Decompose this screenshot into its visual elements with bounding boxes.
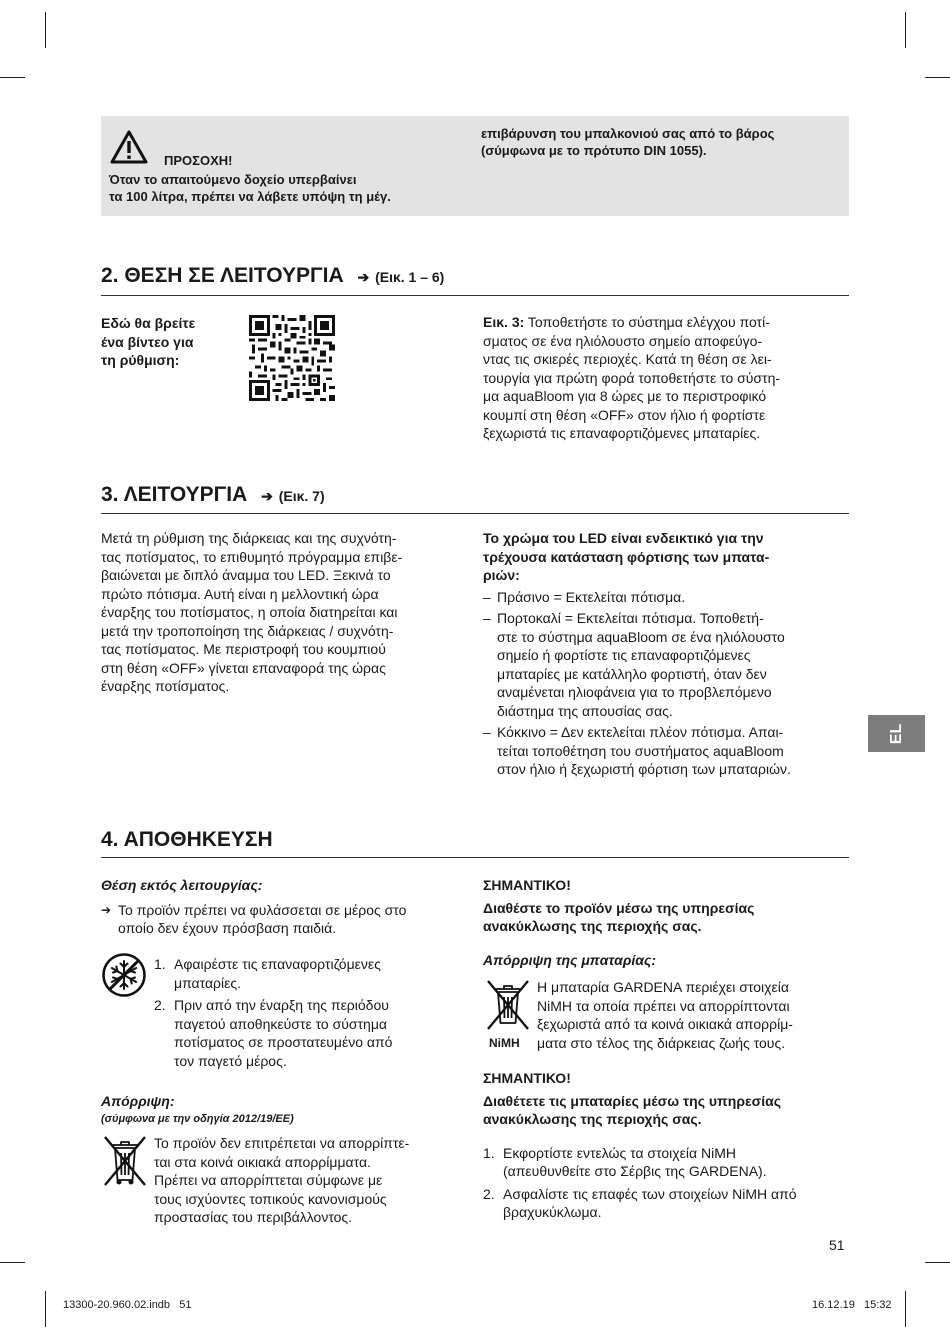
text-line: ματα στο τέλος της διάρκειας ζωής τους. <box>537 1034 786 1051</box>
note-line: Διαθέτετε τις μπαταρίες μέσω της υπηρεσίας <box>483 1092 781 1109</box>
page-number: 51 <box>829 1237 845 1253</box>
battery-crossed-bin-icon <box>485 979 531 1031</box>
storage-arrow-item <box>101 901 406 938</box>
text-line: Το προϊόν δεν επιτρέπεται να απορρίπτε- <box>154 1135 410 1151</box>
fig-line: μα aquaBloom για 8 ώρες με το περιστροφικό <box>483 388 767 404</box>
battery-recycle-block <box>483 1069 797 1222</box>
fig-line: τουργία για πρώτη φορά τοποθετήστε το σύστη- <box>483 369 781 386</box>
text-line: τους ισχύοντες τοπικούς κανονισμούς <box>154 1190 387 1207</box>
text-line: Μετά τη ρύθμιση της διάρκειας και της συχνότη- <box>101 530 397 546</box>
section-3-heading <box>101 483 325 508</box>
item-line: σημείο ή φορτίστε τις επαναφορτιζόμενες <box>497 647 751 663</box>
step-number: 2. <box>154 997 166 1013</box>
arrow-icon: ➔ <box>357 269 370 285</box>
step-line: Πριν από την έναρξη της περιόδου <box>174 997 389 1013</box>
dash-marker: – <box>483 724 491 740</box>
step-line: Εκφορτίστε εντελώς τα στοιχεία NiMH <box>503 1144 736 1161</box>
no-frost-icon <box>101 952 147 998</box>
storage-right-column <box>483 876 754 969</box>
warning-box <box>101 116 849 216</box>
item-line: οποίο δεν έχουν πρόσβαση παιδιά. <box>118 920 337 936</box>
step-line: τον παγετό μέρος. <box>174 1052 287 1069</box>
fig-line-text: Τοποθετήστε το σύστημα ελέγχου ποτί- <box>527 314 770 330</box>
crop-mark <box>905 1291 906 1327</box>
text-line: μετά την τροποποίηση της διάρκειας / συχνότη- <box>101 622 394 639</box>
disposal-heading: Απόρριψη: <box>101 1093 175 1109</box>
text-line: NiMH τα οποία πρέπει να απορρίπτονται <box>537 997 790 1014</box>
dash-marker: – <box>483 588 491 605</box>
warning-triangle-icon <box>109 129 149 165</box>
step-number: 2. <box>483 1185 495 1202</box>
text-line: ται στα κοινά οικιακά απορρίμματα. <box>154 1153 371 1170</box>
crop-mark <box>925 77 950 78</box>
item-line: μπαταρίες με κατάλληλο φορτιστή, όταν δεν <box>497 665 767 682</box>
language-tab-label: EL <box>887 723 905 744</box>
figure-ref: (Εικ. 7) <box>278 488 325 504</box>
step-number: 1. <box>483 1144 495 1161</box>
item-line: στε το σύστημα aquaBloom σε ένα ηλιόλουστο <box>497 628 785 645</box>
section-rule <box>101 295 849 296</box>
step-line: βραχυκύκλωμα. <box>503 1204 602 1220</box>
text-line: τας ποτίσματος, το επιθυμητό πρόγραμμα επιβε- <box>101 548 403 565</box>
battery-step-1 <box>483 1144 797 1181</box>
out-of-service-subhead: Θέση εκτός λειτουργίας: <box>101 877 263 893</box>
fig-line: κουμπί στη θέση «OFF» στον ήλιο ή φορτίστε <box>483 406 766 423</box>
footer-file: 13300-20.960.02.indb 51 <box>63 1299 192 1311</box>
arrow-icon: ➔ <box>261 488 273 504</box>
caption-line: ένα βίντεο για <box>101 333 194 350</box>
language-tab <box>868 715 925 752</box>
step-line: παγετού αποθηκεύστε το σύστημα <box>174 1015 387 1032</box>
item-line: Πορτοκαλί = Εκτελείται πότισμα. Τοποθετή- <box>497 610 764 626</box>
text-line: έναρξης του ποτίσματος, η οποία διατηρείται και <box>101 604 398 620</box>
led-status-block <box>483 529 791 779</box>
led-heading <box>483 529 791 585</box>
text-line: έναρξης ποτίσματος. <box>101 678 230 694</box>
caption-line: τη ρύθμιση: <box>101 352 180 368</box>
qr-code-icon[interactable] <box>249 315 335 401</box>
nimh-label: NiMH <box>489 1036 520 1050</box>
text-line: τας ποτίσματος. Με περιστροφή του κουμπιού <box>101 641 386 657</box>
step-line: (απευθυνθείτε στο Σέρβις της GARDENA). <box>503 1163 767 1179</box>
step-line: Ασφαλίστε τις επαφές των στοιχείων NiMH από <box>503 1185 797 1202</box>
item-line: Πράσινο = Εκτελείται πότισμα. <box>497 588 686 605</box>
figure-label: Εικ. 3: <box>483 314 525 330</box>
text-line: πρώτο πότισμα. Αυτή είναι η μελλοντική ώρα <box>101 585 379 602</box>
warning-line: επιβάρυνση του μπαλκονιού σας από το βάρος <box>481 126 775 141</box>
caption-line: Εδώ θα βρείτε <box>101 315 196 331</box>
storage-left-column <box>101 876 406 938</box>
section-rule <box>101 857 849 858</box>
battery-step-2 <box>483 1185 797 1222</box>
crossed-bin-icon <box>101 1134 149 1188</box>
warning-text-right <box>481 125 774 159</box>
crop-mark <box>45 1291 46 1327</box>
step-line: Αφαιρέστε τις επαναφορτιζόμενες <box>174 956 381 972</box>
fig-line <box>483 313 780 332</box>
storage-step-2 <box>154 996 392 1070</box>
note-line: ανακύκλωσης της περιοχής σας. <box>483 1111 702 1127</box>
text-line: Πρέπει να απορρίπτεται σύμφωνε με <box>154 1172 383 1188</box>
warning-title: ΠΡΟΣΟΧΗ! <box>164 153 233 168</box>
fig-line: ξεχωριστά τις επαναφορτιζόμενες μπαταρίες. <box>483 425 761 441</box>
battery-disposal-text <box>537 978 793 1052</box>
important-label: ΣΗΜΑΝΤΙΚΟ! <box>483 1070 571 1086</box>
step-line: μπαταρίες. <box>174 974 241 991</box>
footer-date: 16.12.19 15:32 <box>812 1299 892 1311</box>
step-number: 1. <box>154 956 166 972</box>
warning-line: Όταν το απαιτούμενο δοχείο υπερβαίνει <box>109 172 357 187</box>
storage-step-1 <box>154 955 392 992</box>
fig-line: σματος σε ένα ηλιόλουστο σημείο αποφεύγο- <box>483 332 763 349</box>
operation-text <box>101 529 402 696</box>
video-caption <box>101 314 195 370</box>
item-line: αναμένεται ηλιοφάνεια για το προβλεπόμενο <box>497 684 772 700</box>
text-line: Η μπαταρία GARDENA περιέχει στοιχεία <box>537 979 789 995</box>
heading-line: τρέχουσα κατάσταση φόρτισης των μπατα- <box>483 548 770 565</box>
text-line: στη θέση «OFF» γίνεται επαναφορά της ώρας <box>101 659 386 676</box>
important-label: ΣΗΜΑΝΤΙΚΟ! <box>483 877 571 893</box>
warning-line: (σύμφωνα με το πρότυπο DIN 1055). <box>481 143 707 158</box>
crop-mark <box>925 1262 950 1263</box>
warning-line: τα 100 λίτρα, πρέπει να λάβετε υπόψη τη μέγ. <box>109 189 391 204</box>
item-line: διάστημα της απουσίας σας. <box>497 702 673 719</box>
fig-line: ντας τις σκιερές περιοχές. Κατά τη θέση σε λει- <box>483 351 772 367</box>
dash-marker: – <box>483 610 491 626</box>
warning-text-left <box>109 171 391 205</box>
heading-text: 2. ΘΕΣΗ ΣΕ ΛΕΙΤΟΥΡΓΙΑ <box>101 264 344 287</box>
crop-mark <box>0 77 25 78</box>
section-2-heading <box>101 264 444 289</box>
arrow-icon: ➔ <box>101 902 112 917</box>
section-4-heading: 4. ΑΠΟΘΗΚΕΥΣΗ <box>101 828 273 851</box>
battery-disposal-subhead: Απόρριψη της μπαταρίας: <box>483 951 657 968</box>
note-line: Διαθέστε το προϊόν μέσω της υπηρεσίας <box>483 899 755 916</box>
figure-ref: (Εικ. 1 – 6) <box>375 269 445 285</box>
item-line: στον ήλιο ή ξεχωριστή φόρτιση των μπαταριών. <box>497 761 791 777</box>
heading-line: ριών: <box>483 567 520 583</box>
figure-3-text <box>483 313 780 443</box>
text-line: προστασίας του περιβάλλοντος. <box>154 1209 353 1225</box>
heading-line: Το χρώμα του LED είναι ενδεικτικό για την <box>483 530 764 546</box>
storage-steps <box>154 955 392 1070</box>
heading-text: 3. ΛΕΙΤΟΥΡΓΙΑ <box>101 483 248 506</box>
text-line: ξεχωριστά από τα κοινά οικιακά απορρίμ- <box>537 1016 793 1032</box>
recycle-product-note <box>483 899 754 936</box>
list-item-red <box>483 723 791 779</box>
disposal-directive-note: (σύμφωνα με την οδηγία 2012/19/ΕΕ) <box>101 1113 294 1125</box>
crop-mark <box>45 12 46 48</box>
step-line: ποτίσματος σε προστατευμένο από <box>174 1034 393 1050</box>
item-line: τείται τοποθέτηση του συστήματος aquaBloom <box>497 742 784 759</box>
list-item-green <box>483 588 791 607</box>
crop-mark <box>905 12 906 48</box>
section-rule <box>101 513 849 514</box>
crop-mark <box>0 1262 25 1263</box>
text-line: βαιώνεται με διπλό άναμμα του LED. Ξεκινά το <box>101 567 391 583</box>
recycle-battery-note <box>483 1092 797 1129</box>
note-line: ανακύκλωσης της περιοχής σας. <box>483 918 702 934</box>
item-line: Κόκκινο = Δεν εκτελείται πλέον πότισμα. Απαι- <box>497 724 784 740</box>
disposal-text <box>154 1134 409 1227</box>
item-line: Το προϊόν πρέπει να φυλάσσεται σε μέρος στο <box>118 901 407 918</box>
list-item-orange <box>483 609 791 720</box>
